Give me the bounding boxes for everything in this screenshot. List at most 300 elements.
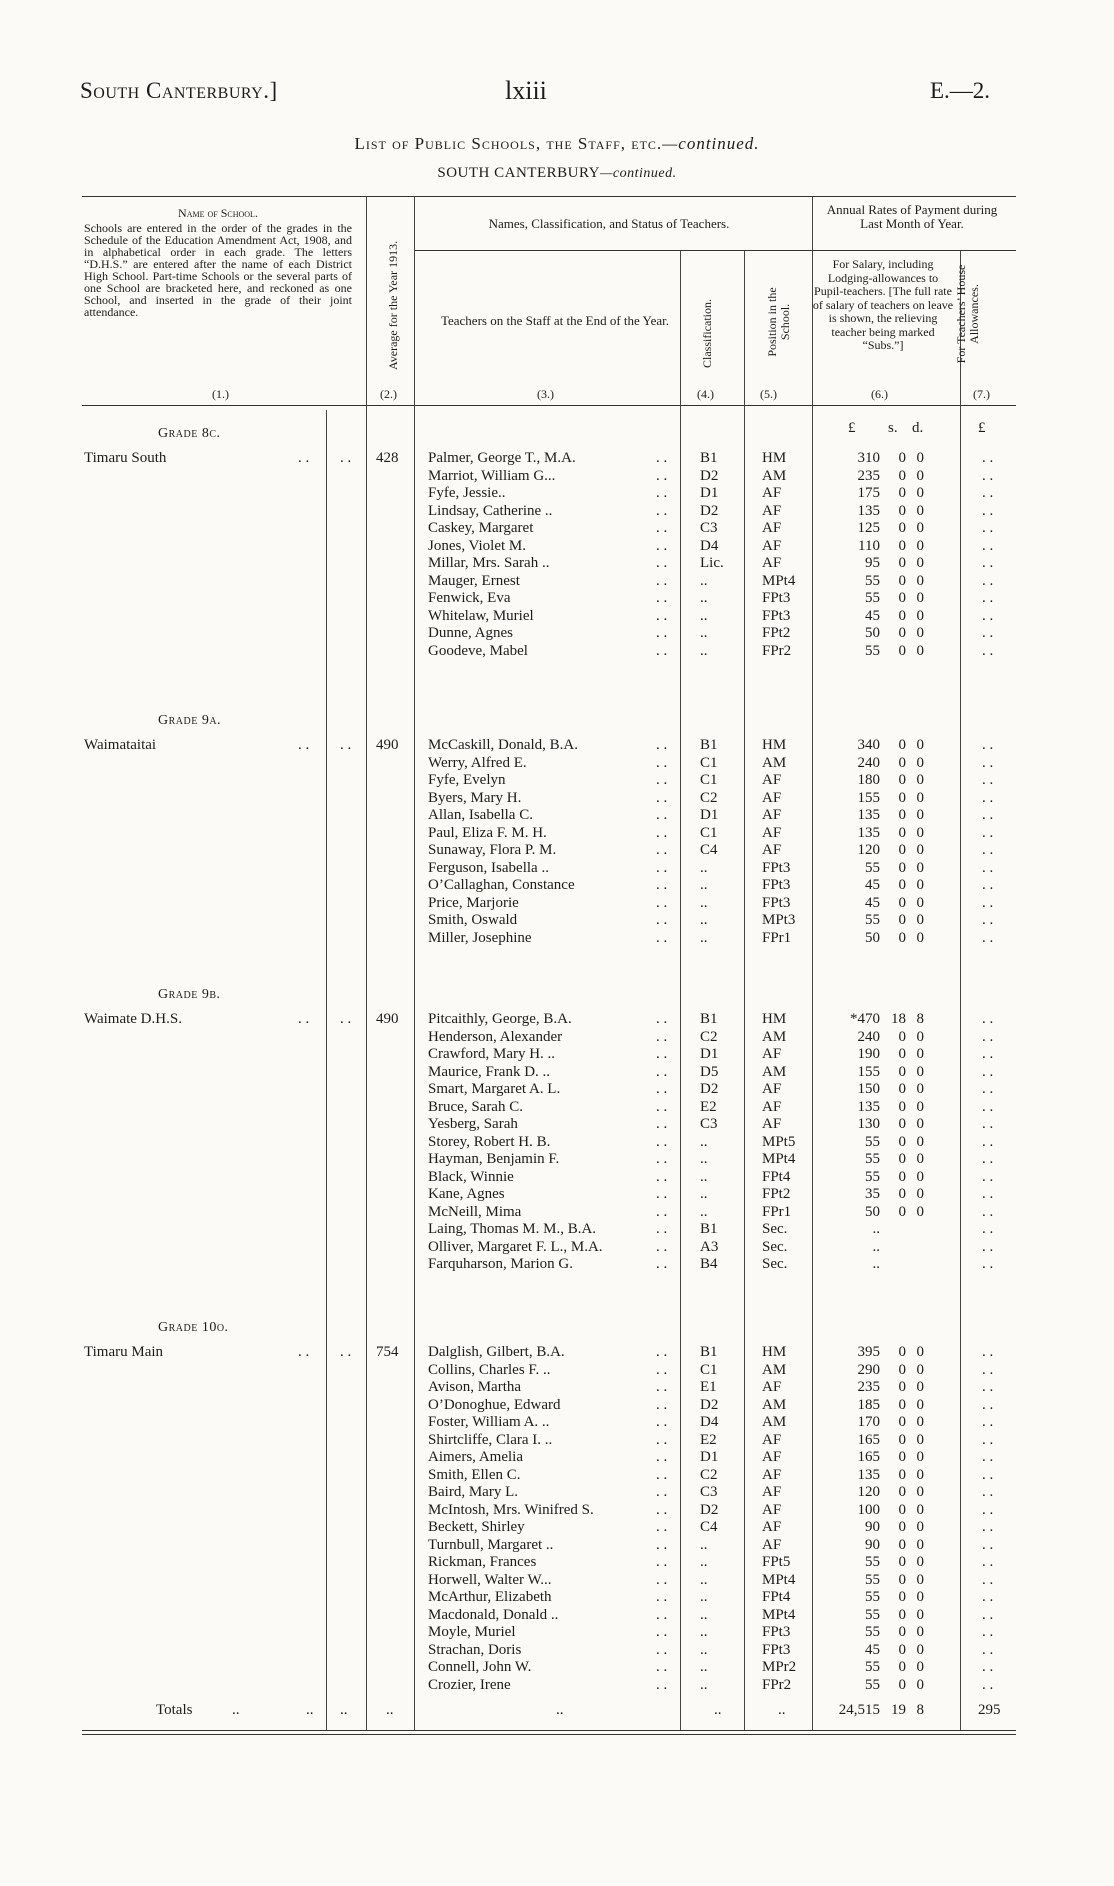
salary-pence: 0 bbox=[916, 1361, 924, 1378]
house-allowance-dots: . . bbox=[982, 1431, 994, 1448]
teacher-classification: C1 bbox=[700, 1361, 718, 1378]
house-allowance-dots: . . bbox=[982, 1133, 994, 1150]
salary-pounds: 175 bbox=[857, 485, 880, 501]
salary-shillings: 0 bbox=[898, 1344, 906, 1360]
house-allowance-dots: . . bbox=[982, 1116, 994, 1132]
teacher-dots: . . bbox=[656, 737, 668, 753]
salary-pounds: 90 bbox=[865, 1519, 880, 1535]
school-average: 428 bbox=[376, 450, 399, 466]
salary-pence: 0 bbox=[916, 1589, 924, 1605]
teacher-classification: Lic. bbox=[700, 555, 724, 571]
teacher-position: FPt3 bbox=[762, 877, 791, 893]
teacher-classification: .. bbox=[700, 1606, 708, 1623]
teacher-position: HM bbox=[762, 737, 787, 753]
teacher-position: FPt3 bbox=[762, 859, 791, 876]
salary-shillings: 0 bbox=[898, 502, 906, 519]
teacher-classification: .. bbox=[700, 1151, 708, 1167]
teacher-name: Avison, Martha bbox=[428, 1379, 522, 1395]
salary-shillings: 0 bbox=[898, 1449, 906, 1465]
salary-pence: 0 bbox=[916, 1659, 924, 1675]
house-allowance-dots: . . bbox=[982, 929, 994, 946]
teacher-position: MPt4 bbox=[762, 572, 796, 589]
col4-number: (4.) bbox=[697, 387, 714, 401]
teacher-dots: . . bbox=[656, 1641, 668, 1658]
salary-shillings: 0 bbox=[898, 789, 906, 806]
salary-pence: 0 bbox=[916, 912, 924, 928]
house-allowance-dots: . . bbox=[982, 502, 994, 519]
teacher-name: Yesberg, Sarah bbox=[428, 1116, 518, 1132]
grade-heading: Grade 10o. bbox=[158, 1320, 229, 1335]
school-name: Waimate D.H.S. bbox=[84, 1011, 182, 1027]
teacher-classification: C3 bbox=[700, 520, 718, 536]
house-allowance-dots: . . bbox=[982, 737, 994, 753]
salary-pence: 0 bbox=[916, 1484, 924, 1500]
salary-shillings: 18 bbox=[891, 1011, 906, 1027]
teacher-dots: . . bbox=[656, 1414, 668, 1430]
house-allowance-dots: . . bbox=[982, 1256, 994, 1272]
house-allowance-dots: . . bbox=[982, 1098, 994, 1115]
teacher-position: AF bbox=[762, 1449, 782, 1465]
totals-shillings: 19 bbox=[891, 1702, 906, 1718]
salary-pence: 0 bbox=[916, 1449, 924, 1465]
salary-shillings: 0 bbox=[898, 754, 906, 771]
column-rule bbox=[744, 250, 745, 1730]
house-allowance-dots: . . bbox=[982, 1168, 994, 1185]
teacher-dots: . . bbox=[656, 754, 668, 771]
teacher-position: AM bbox=[762, 1063, 787, 1080]
school-average: 490 bbox=[376, 1011, 399, 1027]
teacher-classification: .. bbox=[700, 1168, 708, 1185]
col3-number: (3.) bbox=[537, 387, 554, 401]
teacher-classification: E2 bbox=[700, 1431, 717, 1448]
salary-shillings: 0 bbox=[898, 467, 906, 484]
salary-shillings: 0 bbox=[898, 859, 906, 876]
school-dots: . . bbox=[298, 450, 310, 466]
salary-shillings: 0 bbox=[898, 807, 906, 823]
salary-pence: 0 bbox=[916, 1431, 924, 1448]
salary-pence: 0 bbox=[916, 877, 924, 893]
salary-pounds: 35 bbox=[865, 1186, 880, 1202]
salary-pence: 0 bbox=[916, 520, 924, 536]
salary-pence: 0 bbox=[916, 625, 924, 641]
unit-pound: £ bbox=[848, 420, 856, 436]
teacher-name: Price, Marjorie bbox=[428, 894, 519, 911]
teacher-dots: . . bbox=[656, 1431, 668, 1448]
teacher-classification: B1 bbox=[700, 1221, 718, 1237]
salary-pounds: 55 bbox=[865, 1676, 880, 1693]
house-allowance-dots: . . bbox=[982, 555, 994, 571]
teacher-name: Lindsay, Catherine .. bbox=[428, 502, 553, 519]
teacher-classification: C2 bbox=[700, 1466, 718, 1483]
totals-dots-1: .. bbox=[232, 1702, 240, 1718]
teacher-position: MPt4 bbox=[762, 1571, 796, 1588]
teacher-position: AF bbox=[762, 842, 782, 858]
house-allowance-dots: . . bbox=[982, 912, 994, 928]
grade-heading: Grade 9a. bbox=[158, 713, 222, 728]
grade-heading: Grade 9b. bbox=[158, 987, 221, 1002]
salary-pounds: 45 bbox=[865, 894, 880, 911]
salary-pounds: 55 bbox=[865, 572, 880, 589]
teacher-name: O’Donoghue, Edward bbox=[428, 1396, 561, 1413]
teacher-position: FPt3 bbox=[762, 894, 791, 911]
house-allowance-dots: . . bbox=[982, 572, 994, 589]
salary-pounds: 110 bbox=[858, 537, 880, 554]
house-allowance-dots: . . bbox=[982, 1063, 994, 1080]
unit-pound-house: £ bbox=[978, 420, 986, 436]
salary-pounds: 50 bbox=[865, 1203, 880, 1220]
salary-pounds: 55 bbox=[865, 1554, 880, 1570]
teacher-name: McArthur, Elizabeth bbox=[428, 1589, 552, 1605]
teacher-dots: . . bbox=[656, 1256, 668, 1272]
teacher-dots: . . bbox=[656, 1659, 668, 1675]
unit-pence: d. bbox=[912, 420, 924, 436]
house-allowance-dots: . . bbox=[982, 1238, 994, 1255]
salary-pence: 0 bbox=[916, 789, 924, 806]
salary-pence: 0 bbox=[916, 1344, 924, 1360]
teacher-dots: . . bbox=[656, 1536, 668, 1553]
house-allowance-dots: . . bbox=[982, 824, 994, 841]
salary-shillings: 0 bbox=[898, 1676, 906, 1693]
salary-pounds: 125 bbox=[857, 520, 880, 536]
teacher-name: Black, Winnie bbox=[428, 1168, 514, 1185]
teacher-name: Turnbull, Margaret .. bbox=[428, 1536, 554, 1553]
teacher-position: AF bbox=[762, 1519, 782, 1535]
salary-pence: 0 bbox=[916, 1203, 924, 1220]
salary-shillings: 0 bbox=[898, 1414, 906, 1430]
salary-shillings: 0 bbox=[898, 625, 906, 641]
teacher-classification: B1 bbox=[700, 1344, 718, 1360]
totals-dots-4: .. bbox=[386, 1702, 394, 1718]
house-allowance-dots: . . bbox=[982, 1641, 994, 1658]
teacher-name: Fenwick, Eva bbox=[428, 590, 511, 606]
totals-pounds: 24,515 bbox=[838, 1702, 880, 1718]
teacher-name: Macdonald, Donald .. bbox=[428, 1606, 559, 1623]
salary-shillings: 0 bbox=[898, 1589, 906, 1605]
district-title-cont: —continued. bbox=[599, 166, 677, 181]
teacher-classification: .. bbox=[700, 1203, 708, 1220]
teacher-classification: C2 bbox=[700, 1028, 718, 1045]
salary-pounds: 135 bbox=[857, 824, 880, 841]
salary-shillings: 0 bbox=[898, 520, 906, 536]
teacher-dots: . . bbox=[656, 1151, 668, 1167]
salary-shillings: 0 bbox=[898, 1571, 906, 1588]
teacher-name: Fyfe, Jessie.. bbox=[428, 485, 506, 501]
teacher-name: Smith, Oswald bbox=[428, 912, 518, 928]
salary-shillings: 0 bbox=[898, 1151, 906, 1167]
col2-number: (2.) bbox=[380, 387, 397, 401]
salary-shillings: 0 bbox=[898, 1554, 906, 1570]
list-title-cont: —continued. bbox=[662, 134, 760, 153]
teacher-name: McCaskill, Donald, B.A. bbox=[428, 737, 578, 753]
totals-pence: 8 bbox=[916, 1702, 924, 1718]
salary-pounds: 155 bbox=[857, 789, 880, 806]
salary-pounds: 55 bbox=[865, 859, 880, 876]
rule bbox=[82, 1730, 1016, 1731]
teacher-position: FPt3 bbox=[762, 607, 791, 624]
house-allowance-dots: . . bbox=[982, 807, 994, 823]
salary-shillings: 0 bbox=[898, 1116, 906, 1132]
teacher-name: Pitcaithly, George, B.A. bbox=[428, 1011, 572, 1027]
teacher-position: AF bbox=[762, 537, 782, 554]
teacher-dots: . . bbox=[656, 555, 668, 571]
school-dots: . . bbox=[340, 450, 352, 466]
teacher-name: Mauger, Ernest bbox=[428, 572, 520, 589]
salary-shillings: 0 bbox=[898, 1641, 906, 1658]
teacher-position: AF bbox=[762, 1536, 782, 1553]
teacher-name: Dalglish, Gilbert, B.A. bbox=[428, 1344, 565, 1360]
teacher-dots: . . bbox=[656, 1589, 668, 1605]
teacher-position: AF bbox=[762, 1116, 782, 1132]
teacher-classification: E2 bbox=[700, 1098, 717, 1115]
col7-title: For Teachers’ House Allowances. bbox=[954, 264, 981, 364]
teacher-classification: .. bbox=[700, 877, 708, 893]
salary-pounds: 55 bbox=[865, 642, 880, 659]
teacher-dots: . . bbox=[656, 625, 668, 641]
column-rule bbox=[680, 250, 681, 1730]
teacher-position: FPt3 bbox=[762, 590, 791, 606]
teacher-dots: . . bbox=[656, 1466, 668, 1483]
house-allowance-dots: . . bbox=[982, 1344, 994, 1360]
house-allowance-dots: . . bbox=[982, 1186, 994, 1202]
salary-pounds: 120 bbox=[857, 1484, 880, 1500]
salary-pence: 0 bbox=[916, 1028, 924, 1045]
house-allowance-dots: . . bbox=[982, 789, 994, 806]
group-pay-header: Annual Rates of Payment during Last Month of Year. bbox=[826, 202, 998, 231]
salary-pence: 0 bbox=[916, 842, 924, 858]
teacher-classification: D5 bbox=[700, 1063, 719, 1080]
teacher-classification: .. bbox=[700, 572, 708, 589]
teacher-classification: B1 bbox=[700, 737, 718, 753]
column-rule bbox=[366, 196, 367, 1730]
teacher-dots: . . bbox=[656, 1011, 668, 1027]
teacher-classification: C4 bbox=[700, 1519, 718, 1535]
house-allowance-dots: . . bbox=[982, 1011, 994, 1027]
teacher-name: Paul, Eliza F. M. H. bbox=[428, 824, 547, 841]
teacher-name: Millar, Mrs. Sarah .. bbox=[428, 555, 550, 571]
house-allowance-dots: . . bbox=[982, 1466, 994, 1483]
teacher-position: AM bbox=[762, 1361, 787, 1378]
teacher-dots: . . bbox=[656, 1344, 668, 1360]
teacher-classification: C1 bbox=[700, 754, 718, 771]
col5-title: Position in the School. bbox=[765, 287, 792, 357]
salary-pounds: 235 bbox=[857, 1379, 880, 1395]
salary-pounds: 290 bbox=[857, 1361, 880, 1378]
salary-pence: 0 bbox=[916, 537, 924, 554]
house-allowance-dots: . . bbox=[982, 642, 994, 659]
school-dots: . . bbox=[298, 1344, 310, 1360]
house-allowance-dots: . . bbox=[982, 1361, 994, 1378]
teacher-dots: . . bbox=[656, 1098, 668, 1115]
salary-pounds: 55 bbox=[865, 590, 880, 606]
house-allowance-dots: . . bbox=[982, 877, 994, 893]
teacher-position: AF bbox=[762, 1098, 782, 1115]
rule bbox=[82, 1734, 1016, 1735]
house-allowance-dots: . . bbox=[982, 1589, 994, 1605]
salary-shillings: 0 bbox=[898, 1046, 906, 1062]
school-dots: . . bbox=[340, 737, 352, 753]
salary-pence: 0 bbox=[916, 1133, 924, 1150]
teacher-name: McIntosh, Mrs. Winifred S. bbox=[428, 1501, 594, 1518]
teacher-position: MPt4 bbox=[762, 1606, 796, 1623]
salary-pounds: *470 bbox=[850, 1011, 880, 1027]
teacher-position: FPr2 bbox=[762, 1676, 792, 1693]
salary-pounds: 45 bbox=[865, 1641, 880, 1658]
salary-pence: 0 bbox=[916, 1081, 924, 1097]
house-allowance-dots: . . bbox=[982, 1571, 994, 1588]
house-allowance-dots: . . bbox=[982, 607, 994, 624]
teacher-dots: . . bbox=[656, 1606, 668, 1623]
teacher-position: AF bbox=[762, 1081, 782, 1097]
salary-pence: 0 bbox=[916, 1098, 924, 1115]
teacher-position: FPr2 bbox=[762, 642, 792, 659]
teacher-name: Miller, Josephine bbox=[428, 929, 532, 946]
salary-shillings: 0 bbox=[898, 450, 906, 466]
teacher-dots: . . bbox=[656, 537, 668, 554]
teacher-position: FPt2 bbox=[762, 625, 791, 641]
salary-shillings: 0 bbox=[898, 1186, 906, 1202]
teacher-dots: . . bbox=[656, 1519, 668, 1535]
salary-shillings: 0 bbox=[898, 1484, 906, 1500]
teacher-dots: . . bbox=[656, 1168, 668, 1185]
teacher-name: Byers, Mary H. bbox=[428, 789, 522, 806]
teacher-name: Collins, Charles F. .. bbox=[428, 1361, 551, 1378]
teacher-position: AF bbox=[762, 824, 782, 841]
col7-number: (7.) bbox=[973, 387, 990, 401]
house-allowance-dots: . . bbox=[982, 1203, 994, 1220]
house-allowance-dots: . . bbox=[982, 467, 994, 484]
teacher-classification: .. bbox=[700, 1133, 708, 1150]
house-allowance-dots: . . bbox=[982, 1554, 994, 1570]
teacher-position: Sec. bbox=[762, 1256, 788, 1272]
salary-pence: 0 bbox=[916, 929, 924, 946]
house-allowance-dots: . . bbox=[982, 754, 994, 771]
teacher-position: FPt5 bbox=[762, 1554, 791, 1570]
teacher-name: Farquharson, Marion G. bbox=[428, 1256, 573, 1272]
house-allowance-dots: . . bbox=[982, 1081, 994, 1097]
salary-pence: 0 bbox=[916, 1414, 924, 1430]
salary-pence: 0 bbox=[916, 1571, 924, 1588]
teacher-name: Werry, Alfred E. bbox=[428, 754, 527, 771]
house-allowance-dots: . . bbox=[982, 859, 994, 876]
rule bbox=[82, 405, 1016, 406]
school-name: Timaru Main bbox=[84, 1344, 164, 1360]
house-allowance-dots: . . bbox=[982, 537, 994, 554]
salary-shillings: 0 bbox=[898, 1379, 906, 1395]
teacher-position: Sec. bbox=[762, 1238, 788, 1255]
teacher-position: AM bbox=[762, 1396, 787, 1413]
col5-number: (5.) bbox=[760, 387, 777, 401]
salary-pounds: .. bbox=[872, 1221, 880, 1237]
teacher-classification: .. bbox=[700, 642, 708, 659]
teacher-position: AF bbox=[762, 520, 782, 536]
salary-pence: 0 bbox=[916, 824, 924, 841]
teacher-dots: . . bbox=[656, 1484, 668, 1500]
salary-pounds: .. bbox=[872, 1256, 880, 1272]
house-allowance-dots: . . bbox=[982, 1449, 994, 1465]
teacher-position: FPr1 bbox=[762, 1203, 792, 1220]
teacher-dots: . . bbox=[656, 1133, 668, 1150]
salary-pence: 0 bbox=[916, 607, 924, 624]
house-allowance-dots: . . bbox=[982, 485, 994, 501]
teacher-classification: D2 bbox=[700, 1501, 719, 1518]
salary-pounds: 180 bbox=[857, 772, 880, 788]
house-allowance-dots: . . bbox=[982, 625, 994, 641]
salary-pounds: 45 bbox=[865, 877, 880, 893]
salary-pence: 0 bbox=[916, 642, 924, 659]
teacher-position: MPt5 bbox=[762, 1133, 796, 1150]
teacher-position: AF bbox=[762, 1484, 782, 1500]
col6-number: (6.) bbox=[871, 387, 888, 401]
teacher-dots: . . bbox=[656, 912, 668, 928]
teacher-classification: D1 bbox=[700, 1449, 719, 1465]
teacher-name: Whitelaw, Muriel bbox=[428, 607, 534, 624]
salary-pounds: 55 bbox=[865, 1168, 880, 1185]
teacher-classification: D4 bbox=[700, 537, 719, 554]
teacher-classification: E1 bbox=[700, 1379, 717, 1395]
salary-pence: 0 bbox=[916, 1554, 924, 1570]
teacher-position: HM bbox=[762, 1344, 787, 1360]
teacher-classification: .. bbox=[700, 1659, 708, 1675]
teacher-dots: . . bbox=[656, 572, 668, 589]
salary-pence: 0 bbox=[916, 1396, 924, 1413]
teacher-dots: . . bbox=[656, 1676, 668, 1693]
column-rule bbox=[414, 196, 415, 1730]
teacher-name: Fyfe, Evelyn bbox=[428, 772, 506, 788]
teacher-classification: .. bbox=[700, 929, 708, 946]
house-allowance-dots: . . bbox=[982, 1624, 994, 1640]
teacher-name: Henderson, Alexander bbox=[428, 1028, 563, 1045]
teacher-classification: .. bbox=[700, 912, 708, 928]
totals-dots-6: .. bbox=[714, 1702, 722, 1718]
salary-shillings: 0 bbox=[898, 737, 906, 753]
salary-pounds: 55 bbox=[865, 1624, 880, 1640]
teacher-name: Bruce, Sarah C. bbox=[428, 1098, 523, 1115]
column-rule bbox=[812, 196, 813, 1730]
teacher-name: Moyle, Muriel bbox=[428, 1624, 516, 1640]
teacher-position: AF bbox=[762, 502, 782, 519]
teacher-classification: C1 bbox=[700, 824, 718, 841]
teacher-position: AF bbox=[762, 1501, 782, 1518]
teacher-name: Palmer, George T., M.A. bbox=[428, 450, 576, 466]
salary-pounds: 45 bbox=[865, 607, 880, 624]
group-names-header: Names, Classification, and Status of Teachers. bbox=[488, 216, 730, 231]
salary-pounds: .. bbox=[872, 1238, 880, 1255]
salary-pence: 0 bbox=[916, 1606, 924, 1623]
teacher-classification: .. bbox=[700, 894, 708, 911]
teacher-classification: .. bbox=[700, 625, 708, 641]
salary-shillings: 0 bbox=[898, 772, 906, 788]
salary-pounds: 120 bbox=[857, 842, 880, 858]
teacher-classification: .. bbox=[700, 1676, 708, 1693]
salary-shillings: 0 bbox=[898, 877, 906, 893]
house-allowance-dots: . . bbox=[982, 1379, 994, 1395]
salary-pounds: 170 bbox=[857, 1414, 880, 1430]
school-dots: . . bbox=[340, 1344, 352, 1360]
school-dots: . . bbox=[340, 1011, 352, 1027]
teacher-name: Hayman, Benjamin F. bbox=[428, 1151, 560, 1167]
teacher-name: Sunaway, Flora P. M. bbox=[428, 842, 557, 858]
teacher-classification: C4 bbox=[700, 842, 718, 858]
house-allowance-dots: . . bbox=[982, 1484, 994, 1500]
teacher-name: O’Callaghan, Constance bbox=[428, 877, 575, 893]
salary-pence: 0 bbox=[916, 1519, 924, 1535]
salary-pounds: 155 bbox=[857, 1063, 880, 1080]
salary-pence: 0 bbox=[916, 590, 924, 606]
teacher-classification: D2 bbox=[700, 1396, 719, 1413]
salary-pence: 0 bbox=[916, 859, 924, 876]
column-rule bbox=[960, 250, 961, 1730]
salary-pounds: 190 bbox=[857, 1046, 880, 1062]
